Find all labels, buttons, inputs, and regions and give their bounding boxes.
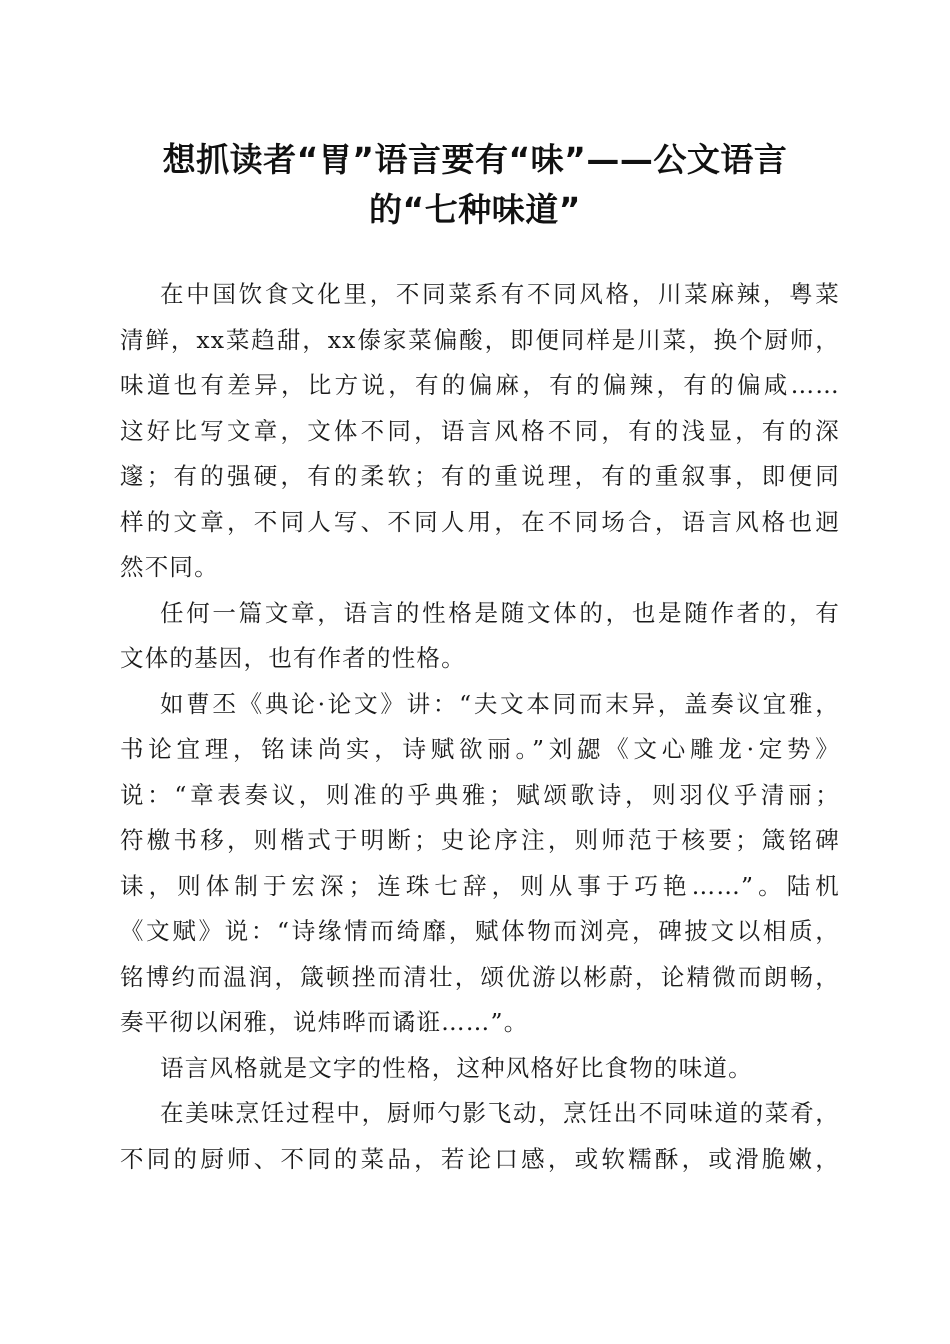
- text-line: 清鲜，xx菜趋甜，xx傣家菜偏酸，即便同样是川菜，换个厨师，: [120, 325, 840, 354]
- text-line: 然不同。: [120, 553, 219, 581]
- paragraph-3: [120, 682, 840, 1046]
- title-line: 想抓读者“胃”语言要有“味”——公文语言: [162, 140, 788, 179]
- text-line: 书论宜理，铭诔尚实，诗赋欲丽。”刘勰《文心雕龙·定势》: [120, 735, 840, 763]
- text-line: 邃；有的强硬，有的柔软；有的重说理，有的重叙事，即便同: [120, 462, 840, 490]
- text-line: 如曹丕《典论·论文》讲：“夫文本同而末异，盖奏议宜雅，: [160, 689, 840, 718]
- paragraph-4: [120, 1046, 840, 1092]
- paragraph-2: [120, 591, 840, 682]
- text-line: 味道也有差异，比方说，有的偏麻，有的偏辣，有的偏咸……: [120, 371, 840, 399]
- text-line: 奏平彻以闲雅，说炜晔而谲诳……”。: [120, 1008, 529, 1036]
- text-line: 符檄书移，则楷式于明断；史论序注，则师范于核要；箴铭碑: [120, 826, 840, 854]
- paragraph-5: [120, 1091, 840, 1182]
- text-line: 文体的基因，也有作者的性格。: [120, 644, 466, 672]
- title-line: 的“七种味道”: [369, 190, 581, 229]
- text-line: 样的文章，不同人写、不同人用，在不同场合，语言风格也迥: [120, 507, 840, 536]
- text-line: 不同的厨师、不同的菜品，若论口感，或软糯酥，或滑脆嫩，: [120, 1144, 840, 1173]
- text-line: 任何一篇文章，语言的性格是随文体的，也是随作者的，有: [160, 598, 840, 627]
- text-line: 在中国饮食文化里，不同菜系有不同风格，川菜麻辣，粤菜: [160, 280, 840, 308]
- text-line: 说：“章表奏议，则准的乎典雅；赋颂歌诗，则羽仪乎清丽；: [120, 780, 840, 809]
- document-body: [120, 272, 840, 1182]
- text-line: 铭博约而温润，箴顿挫而清壮，颂优游以彬蔚，论精微而朗畅，: [120, 962, 840, 991]
- text-line: 这好比写文章，文体不同，语言风格不同，有的浅显，有的深: [120, 416, 840, 445]
- text-line: 语言风格就是文字的性格，这种风格好比食物的味道。: [160, 1053, 753, 1082]
- document-title: [110, 135, 840, 235]
- text-line: 《文赋》说：“诗缘情而绮靡，赋体物而浏亮，碑披文以相质，: [120, 917, 840, 945]
- text-line: 诔，则体制于宏深；连珠七辞，则从事于巧艳……”。陆机: [120, 871, 840, 900]
- text-line: 在美味烹饪过程中，厨师勺影飞动，烹饪出不同味道的菜肴，: [160, 1099, 840, 1127]
- paragraph-1: [120, 272, 840, 591]
